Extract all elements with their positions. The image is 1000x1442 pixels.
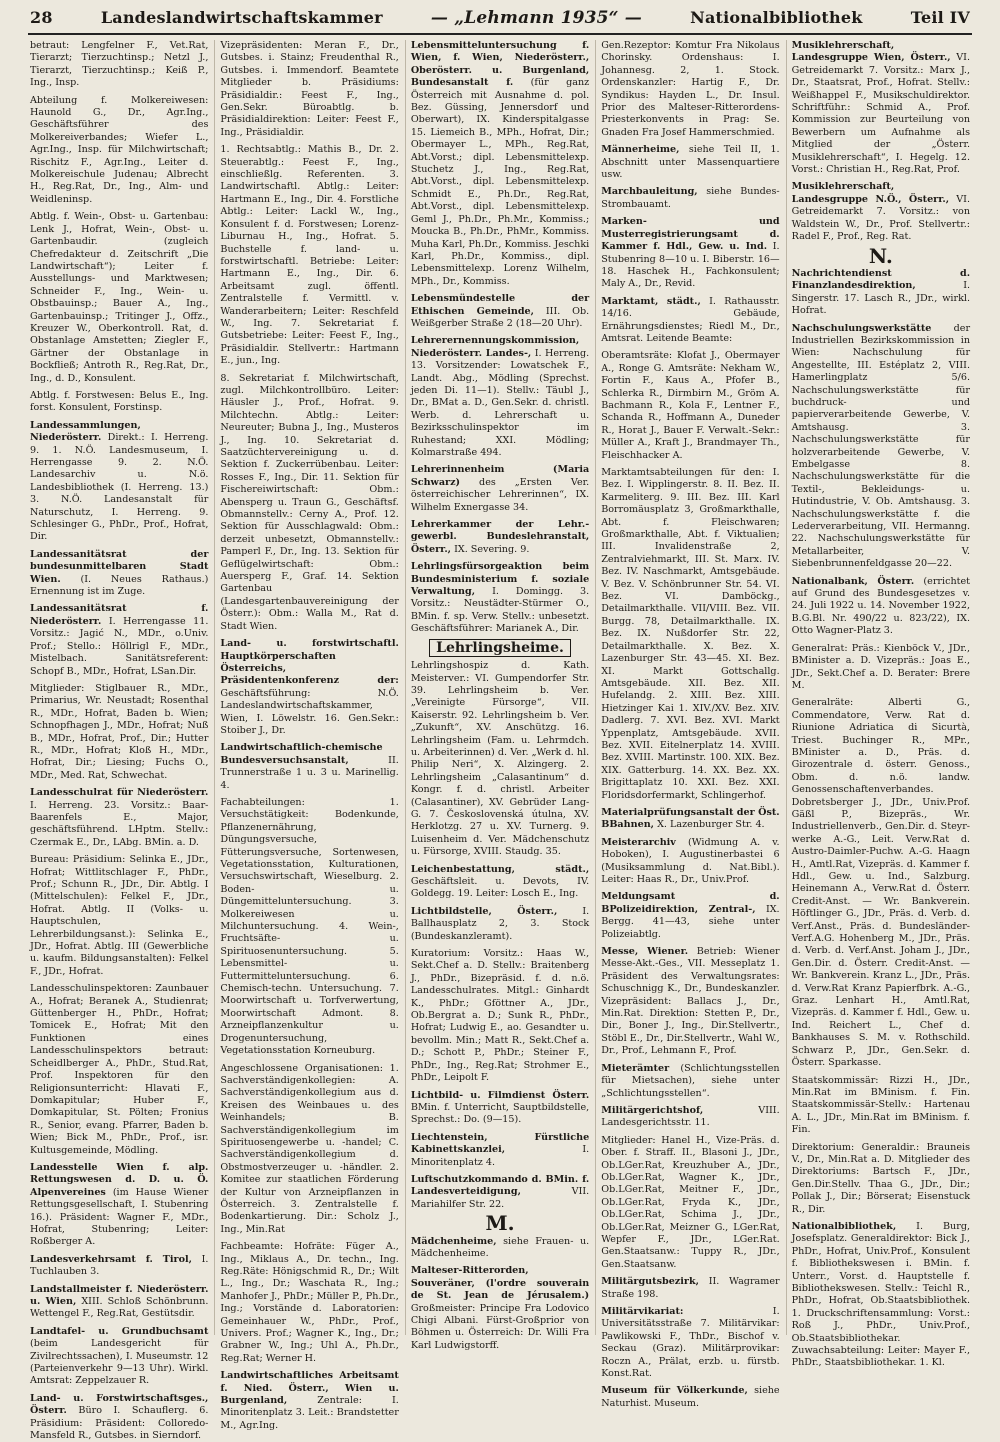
entry-heading: Marchbauleitung,: [601, 186, 698, 198]
entry-text: VII. Mariahilfer Str. 22.: [410, 1186, 590, 1210]
entry-text: X. Lazenburger Str. 4.: [657, 819, 765, 831]
column-3: [405, 40, 590, 1351]
directory-entry: [792, 40, 970, 176]
entry-text: I. Tuchlauben 3.: [30, 1253, 209, 1278]
directory-entry: [601, 296, 779, 346]
text-columns: [30, 40, 971, 1442]
entry-text: BMin. f. Unterricht, Sauptbildstelle, Sprechst.: Do. (9—15).: [410, 1101, 590, 1126]
entry-text: Bureau: Präsidium: Selinka E., JDr., Hofrat; Wittlitschlager F., PhDr., Prof.; Schunn R., JDr., Dir. Abtlg. I (Mittelschulen): Felkel F., JDr., Hofrat. Abtlg. II (Volks- u. Hauptschulen, Lehrerbildungsanst.): Selinka E., JDr., Hofrat. Abtlg. III (Gewerbliche u. kaufm. Bildungsanstalten): Felkel F., JDr., Hofrat.: [30, 854, 209, 977]
directory-entry: [601, 891, 779, 941]
column-2: [214, 40, 399, 1431]
directory-entry: [30, 211, 208, 385]
directory-entry: [411, 948, 589, 1084]
entry-heading: Marktamt, städt.,: [601, 295, 701, 307]
entry-text: I. Herreng. 13. Vorsitzender: Lowatschek F., Landt. Abg., Mödling (Sprechst. jeden Di. 11—1). Stellv.: Täubl J., Dr., BMat a. D., Gen.Sekr. d. christl. Werb. d. Lehrerschaft u. Bezirksschulinspektor im Ruhestand; XXI. Mödling; Kolmarstraße 494.: [410, 347, 590, 458]
entry-heading: Musiklehrerschaft, Landesgruppe N.Ö., Österr.,: [791, 181, 950, 205]
entry-text: I. Stubenring 8—10 u. I. Biberstr. 16—18. Haschek H., Fachkonsulent; Maly A., Dr., Revid.: [601, 241, 780, 290]
directory-entry: [601, 1306, 779, 1380]
directory-entry: [411, 293, 589, 330]
entry-text: siehe Bundes-Strombauamt.: [601, 186, 780, 210]
entry-text: Angeschlossene Organisationen: 1. Sachverständigenkollegien: A. Sachverständigenkollegium aus d. Kreisen des Weinbaues u. des Weinhandels; B. Sachverständigenkollegium im Spirituosengewerbe u. -handel; C. Sachverständigenkollegium d. Obstmostverzeuger u. -händler. 2. Komitee zur staatlichen Förderung der Kultur von Arzneipflanzen in Österreich. 3. Zentralstelle f. Bodenkartierung. Dir.: Scholz J., Ing., Min.Rat: [220, 1062, 399, 1235]
entry-text: Betrieb: Wiener Messe-Akt.-Ges., VII. Messeplatz 1. Präsident des Verwaltungsrates: Schuschnigg K., Dr., Bundeskanzler. Vizepräsident: Ballacs J., Dr., Min.Rat. Direktion: Stetten P., Dr., Dir., Boner J., Ing., Dir.Stellvertr., Stöbl E., Dr., Dir.Stellvertr., Wahl W., Dr., Prof., Lehmann F., Prof.: [601, 946, 780, 1057]
directory-entry: [601, 1063, 779, 1100]
directory-entry: [601, 1276, 779, 1301]
entry-text: VI. Getreidemarkt 7. Vorsitz.: Marx J., Dr., Staatsrat, Prof., Hofrat. Stellv.: Weißhappel F., Musikschuldirektor. Schriftführ.: Schmid A., Prof. Kommission zur Beurteilung von Bewerbern um Aufnahme als Mitglied der „Österr. Musiklehrerschaft“, I. Hegelg. 12. Vorst.: Christian H., Reg.Rat, Prof.: [791, 52, 971, 176]
directory-entry: [601, 40, 779, 139]
entry-text: Büro I. Schauflerg. 6. Präsidium: Präsident: Colloredo-Mansfeld R., Gutsbes. in Sierndorf.: [30, 1405, 209, 1442]
entry-text: XIII. Schloß Schönbrunn. Wettengel F., Reg.Rat, Gestütsdir.: [30, 1296, 209, 1320]
directory-entry: [792, 1075, 970, 1137]
entry-heading: Lehrerernennungskommission, Niederösterr. Landes-,: [410, 335, 580, 359]
entry-heading: Lehrerkammer der Lehr.-gewerbl. Bundeslehranstalt, Österr.,: [410, 519, 590, 555]
running-title-right: Nationalbibliothek: [690, 8, 863, 27]
directory-entry: [601, 1135, 779, 1271]
entry-heading: Liechtenstein, Fürstliche Kabinettskanzlei,: [410, 1131, 590, 1156]
entry-text: I. Rathausstr. 14/16. Gebäude, Ernährungsdienstes; Riedl M., Dr., Amtsrat. Leitende Beamte:: [601, 295, 780, 344]
directory-entry: [792, 643, 970, 693]
part-label: Teil IV: [910, 8, 970, 27]
entry-heading: Land- u. forstwirtschaftl. Hauptkörperschaften Österreichs, Präsidentenkonferenz der:: [220, 638, 399, 687]
entry-heading: Militärgerichtshof,: [601, 1104, 704, 1116]
entry-text: (beim Landesgericht für Zivilrechtssachen), I. Museumstr. 12 (Parteienverkehr 9—13 Uhr). Wirkl. Amtsrat: Zeppelzauer R.: [30, 1338, 209, 1387]
entry-text: (im Hause Wiener Rettungsgesellschaft, I. Stubenring 16.). Präsident: Wagner F., MDr., Hofrat, Stubenring; Leiter: Roßberger A.: [30, 1186, 209, 1248]
entry-heading: Leichenbestattung, städt.,: [410, 863, 590, 875]
entry-heading: Landstallmeister f. Niederösterr. u. Wien,: [30, 1283, 209, 1307]
running-title-left: Landeslandwirtschaftskammer: [100, 8, 383, 27]
entry-text: (errichtet auf Grund des Bundesgesetzes v. 24. Juli 1922 u. 14. November 1922, B.G.Bl. Nr. 490/22 u. 823/22), IX. Otto Wagner-Platz 3.: [791, 575, 971, 637]
entry-heading: Marken- und Musterregistrierungsamt d. Kammer f. Hdl., Gew. u. Ind.: [601, 216, 780, 253]
entry-text: Mitglieder: Stiglbauer R., MDr., Primarius, Wr. Neustadt; Rosenthal R., MDr., Hofrat, Baden b. Wien; Schnopfhagen J., MDr., Hofrat; Nuß B., MDr., Hofrat, Prof., Dir.; Hutter R., MDr., Hofrat; Kloß H., MDr., Hofrat, Dir.; Liesing; Fuchs O., MDr., Med. Rat, Schwechat.: [30, 682, 209, 781]
entry-heading: Landtafel- u. Grundbuchsamt: [30, 1325, 209, 1337]
directory-entry: [220, 1063, 398, 1237]
entry-heading: Militärvikariat:: [601, 1306, 684, 1317]
entry-text: Geschäftsführung: N.Ö. Landeslandwirtschaftskammer, Wien, I. Löwelstr. 16. Gen.Sekr.: Stoiber J., Dr.: [220, 687, 399, 736]
entry-text: Landesschulinspektoren: Zaunbauer A., Hofrat; Beranek A., Studienrat; Güttenberger H., PhDr., Hofrat; Tomicek E., Hofrat; Mit den Funktionen eines Landesschulinspektors betraut: Scheidlberger A., PhDr., Stud.Rat, Prof. Inspektoren für den Religionsunterricht: Hlavati F., Domkapitular; Huber F., Domkapitular, St. Pölten; Fronius R., Senior, evang. Pfarrer, Baden b. Wien; Bick M., PhDr., Prof., isr. Kultusgemeinde, Mödling.: [30, 983, 209, 1156]
entry-text: VI. Getreidemarkt 7. Vorsitz.: von Waldstein W., Dr., Prof. Stellvertr.: Radel F., Prof., Reg. Rat.: [791, 193, 971, 243]
entry-text: I. Herrengasse 11. Vorsitz.: Jagić N., MDr., o.Univ. Prof.; Stello.: Höllrigl F., MDr., Mistelbach. Sanitätsreferent: Schopf B., MDr., Hofrat, LSan.Dir.: [30, 615, 209, 677]
entry-heading: Mädchenheime,: [410, 1235, 497, 1247]
column-4: [595, 40, 780, 1409]
entry-heading: Landesverkehrsamt f. Tirol,: [30, 1253, 192, 1265]
directory-entry: [411, 864, 589, 901]
entry-text: Direkt.: I. Herreng. 9. 1. N.Ö. Landesmuseum, I. Herrengasse 9. 2. N.Ö. Landesarchiv u. N.ö. Landesbibliothek (I. Herreng. 13.) 3. N.Ö. Landesanstalt für Naturschutz, I. Herreng. 9. Schlesinger G., PhDr., Prof., Hofrat, Dir.: [30, 432, 209, 543]
directory-entry: [792, 1221, 970, 1370]
directory-entry: [411, 40, 589, 288]
entry-text: Abtlg. f. Wein-, Obst- u. Gartenbau: Lenk J., Hofrat, Wein-, Obst- u. Gartenbaudir. (zugleich Chefredakteur d. Zeitschrift „Die Landwirtschaft“); Leiter f. Ausstellungs- und Marktwesen; Schneider F., Ing., Wein- u. Obstbauinsp.; Bauer A., Ing., Gartenbauinsp.; Tritinger J., Offz., Kreuzer W., Oberkontroll. Rat, d. Obstanlage Amstetten; Ziegler F., Gärtner der Obstanlage in Bockfließ; Antroth R., Reg.Rat, Dr., Ing., d. D., Konsulent.: [30, 211, 209, 384]
entry-heading: Landessanitätsrat f. Niederösterr.: [30, 603, 209, 627]
directory-entry: [30, 390, 208, 415]
entry-heading: Meldungsamt d. BPolizeidirektion, Zentral-,: [601, 891, 780, 915]
entry-text: der Industriellen Bezirkskommission in Wien: Nachschulung für Angestellte, III. Estéplatz 2, VIII. Hamerlingplatz 5/6. Nachschulungswerkstätte für buchdruck- und papierverarbeitende Gewerbe, V. Amtshausg. 3. Nachschulungswerkstätte für holzverarbeitende Gewerbe, V. Embelgasse 8. Nachschulungswerkstätte für die Textil-, Bekleidungs- u. Hutindustrie, V. Ob. Amtshausg. 3. Nachschulungswerkstätte f. die Lederverarbeitung, VII. Hermanng. 22. Nachschulungswerkstätte für Metallarbeiter, V. Siebenbrunnenfeldgasse 20—22.: [791, 322, 971, 570]
entry-text: I. Minoritenplatz 4.: [410, 1144, 590, 1168]
header-rule: [28, 33, 972, 35]
directory-entry: [601, 837, 779, 887]
directory-entry: [220, 638, 398, 737]
directory-entry: [411, 660, 589, 859]
directory-entry: [30, 95, 208, 207]
entry-heading: Nachschulungswerkstätte: [791, 322, 932, 334]
entry-text: (Schlichtungsstellen für Mietsachen), siehe unter „Schlichtungsstellen“.: [601, 1062, 780, 1099]
entry-text: I. Ballhausplatz 2, 3. Stock (Bundeskanzleramt).: [410, 905, 590, 942]
entry-heading: Landesstelle Wien f. alp. Rettungswesen d. D. u. Ö. Alpenvereines: [30, 1161, 209, 1198]
directory-entry: [30, 40, 208, 90]
entry-text: siehe Teil II, 1. Abschnitt unter Massenquartiere usw.: [601, 144, 780, 181]
directory-entry: [601, 144, 779, 181]
directory-entry: [30, 983, 208, 1157]
directory-entry: [601, 946, 779, 1058]
directory-entry: [411, 906, 589, 943]
entry-text: Fachabteilungen: 1. Versuchstätigkeit: Bodenkunde, Pflanzenernährung, Düngungsversuche, Fütterungsversuche, Sortenwesen, Vegetationsstation, Kulturationen, Versuchswirtschaft, Wieselburg. 2. Boden- u. Düngemitteluntersuchung. 3. Molkereiwesen u. Milchuntersuchung. 4. Wein-, Fruchtsäfte- u. Spirituosenuntersuchung. 5. Lebensmittel- u. Futtermitteluntersuchung. 6. Chemisch-techn. Untersuchung. 7. Moorwirtschaft u. Torfverwertung, Moorwirtschaft Admont. 8. Arzneipflanzenkultur u. Drogenuntersuchung, Vegetationsstation Korneuburg.: [220, 796, 399, 1057]
entry-text: Marktamtsabteilungen für den: I. Bez. I. Wipplingerstr. 8. II. Bez. II. Karmeliterg. 9. III. Bez. III. Karl Borromäusplatz 3, Großmarkthalle, Abt. f. Fleischwaren; Großmarkthalle, Abt. f. Viktualien; III. Invalidenstraße 2, Zentralviehmarkt, III. St. Marx. IV. Bez. IV. Naschmarkt, Amtsgebäude. V. Bez. V. Schönbrunner Str. 54. VI. Bez. VI. Damböckg., Detailmarkthalle. VII/VIII. Bez. VII. Burgg. 78, Detailmarkthalle. IX. Bez. IX. Nußdorfer Str. 22, Detailmarkthalle. X. Bez. X. Lazenburger Str. 43—45. XI. Bez. XI. Markt Gottschallg. Amtsgebäude. XII. Bez. XII. Hufelandg. 2. XIII. Bez. XIII. Hietzinger Kai 1. XIV./XV. Bez. XIV. Dadlerg. 7. XVI. Bez. XVI. Markt Yppenplatz, Amtsgebäude. XVII. Bez. XVII. Eitelnerplatz 14. XVIII. Bez. XVIII. Martinstr. 100. XIX. Bez. XIX. Gatterburg. 14. XX. Bez. XX. Brigittaplatz 10. XXI. Bez. XXI. Floridsdorfermarkt, Schlingerhof.: [601, 467, 780, 801]
directory-entry: [220, 40, 398, 139]
directory-entry: [411, 1174, 589, 1211]
entry-text: II. Trunnerstraße 1 u. 3 u. Marinellig. 4.: [220, 754, 399, 791]
directory-entry: [601, 807, 779, 832]
directory-entry: [411, 561, 589, 635]
directory-entry: [30, 1162, 208, 1249]
entry-text: betraut: Lengfelner F., Vet.Rat, Tierarzt; Tierzuchtinsp.; Netzl J., Tierarzt, Tierzuchtinsp.; Keiß P., Ing., Insp.: [30, 40, 209, 89]
entry-heading: Militärgutsbezirk,: [601, 1276, 699, 1288]
alphabet-letter-heading: M.: [485, 1211, 515, 1236]
entry-text: Mitglieder: Hanel H., Vize-Präs. d. Ober. f. Straff. II., Blasoni J., JDr., Ob.LGer.Rat, Kreuzhuber A., JDr., Ob.LGer.Rat, Wagner K., JDr., Ob.LGer.Rat, Meitner F., JDr., Ob.LGer.Rat, Fryda K., JDr., Ob.LGer.Rat, Schima J., JDr., Ob.LGer.Rat, Meizner G., LGer.Rat, Wepfer F., JDr., LGer.Rat. Gen.Staatsanw.: Tuppy R., JDr., Gen.Staatsanw.: [601, 1134, 780, 1270]
entry-text: 1. Rechtsabtlg.: Mathis B., Dr. 2. Steuerabtlg.: Feest F., Ing., einschließlg. Referenten. 3. Landwirtschaftl. Abtlg.: Leiter: Hartmann E., Ing., Dir. 4. Forstliche Abtlg.: Leiter: Lackl W., Ing., Konsulent f. d. Forstwesen; Lorenz-Liburnau H., Ing., Hofrat. 5. Buchstelle f. land- u. forstwirtschaftl. Betriebe: Leiter: Hartmann E., Ing., Dir. 6. Arbeitsamt zugl. öffentl. Zentralstelle f. Vermittl. v. Wanderarbeitern; Leiter: Reschfeld W., Ing. 7. Sekretariat f. Gutsbetriebe: Leiter: Feest F., Ing., Präsidialdir. Stellvertr.: Hartmann E., jun., Ing.: [220, 144, 399, 367]
entry-heading: Landessammlungen, Niederösterr.: [30, 419, 141, 444]
directory-entry: [30, 1393, 208, 1442]
directory-entry: [601, 216, 779, 290]
entry-text: Abteilung f. Molkereiwesen: Haunold G., Dr., Agr.Ing., Geschäftsführer des Molkereiverbandes; Wiefer L., Agr.Ing., Insp. für Milchwirtschaft; Rischitz F., Agr.Ing., Leiter d. Molkereischule Judenau; Albrecht H., Reg.Rat, Dr., Ing., Alm- und Weidleninsp.: [30, 94, 209, 205]
entry-heading: Lebensmündestelle der Ethischen Gemeinde,: [410, 293, 590, 317]
directory-entry: [30, 1254, 208, 1279]
entry-text: VIII. Landesgerichtsstr. 11.: [601, 1104, 780, 1129]
directory-entry: [411, 464, 589, 514]
entry-text: des „Ersten Ver. österreichischer Lehrerinnen“, IX. Wilhelm Exnergasse 34.: [410, 476, 590, 513]
directory-entry: [220, 1370, 398, 1432]
directory-entry: [411, 519, 589, 556]
entry-text: IX. Severing. 9.: [454, 543, 530, 555]
directory-entry: [30, 603, 208, 677]
entry-heading: Luftschutzkommando d. BMin. f. Landesverteidigung,: [410, 1173, 590, 1198]
entry-text: Zentrale: I. Minoritenplatz 3. Leit.: Brandstetter M., Agr.Ing.: [220, 1395, 399, 1431]
entry-heading: Landesschulrat für Niederösterr.: [30, 787, 209, 799]
entry-text: Kuratorium: Vorsitz.: Haas W., Sekt.Chef a. D. Stellv.: Braitenberg J., PhDr., Bizepräsid. f. d. n.ö. Landesschulrates. Mitgl.: Ginhardt K., PhDr.; Gföttner A., JDr., Ob.Bergrat a. D.; Sunk R., PhDr., Hofrat; Ludwig E., ao. Gesandter u. bevollm. Min.; Matt R., Sekt.Chef a. D.; Schott P., PhDr.; Steiner F., PhDr., Ing., Reg.Rat; Strohmer E., PhDr., Leipolt F.: [410, 948, 590, 1084]
entry-text: I. Singerstr. 17. Lasch R., JDr., wirkl. Hofrat.: [791, 280, 971, 317]
entry-heading: Lehrerinnenheim (Maria Schwarz): [410, 464, 590, 488]
entry-heading: Landwirtschaftliches Arbeitsamt f. Nied. Österr., Wien u. Burgenland,: [220, 1370, 399, 1407]
directory-entry: [220, 144, 398, 367]
entry-text: Geschäftsleit. u. Devots, IV. Goldegg. 19. Leiter: Losch E., Ing.: [410, 876, 590, 900]
entry-text: Vizepräsidenten: Meran F., Dr., Gutsbes. i. Stainz; Freudenthal R., Gutsbes. i. Immendorf. Beamtete Mitglieder b. Präsidiums: Präsidialdir.: Feest F., Ing., Gen.Sekr. Büroabtlg. b. Präsidialdirektion: Leiter: Feest F., Ing., Präsidialdir.: [220, 40, 399, 138]
entry-text: (Widmung A. v. Hoboken), I. Augustinerbastei 6 (Musiksammlung d. Nat.Bibl.). Leiter: Haas R., Dr., Univ.Prof.: [601, 836, 780, 885]
entry-heading: Materialprüfungsanstalt der Öst. BBahnen,: [601, 806, 780, 831]
directory-entry: [411, 1265, 589, 1352]
running-title-center: — „Lehmann 1935“ —: [430, 8, 642, 28]
entry-heading: Malteser-Ritterorden, Souveräner, (l'ordre souverain de St. Jean de Jérusalem.): [410, 1265, 590, 1302]
directory-entry: [601, 1105, 779, 1130]
entry-text: Generalrat: Präs.: Kienböck V., JDr., BMinister a. D. Vizepräs.: Joas E., JDr., Sekt.Chef a. D. Berater: Brere M.: [791, 642, 971, 691]
entry-text: Staatskommissär: Rizzi H., JDr., Min.Rat im BMinism. f. Fin. Staatskommissär-Stellv.: Hartenau A. L., JDr., Min.Rat im BMinism. f. Fin.: [791, 1074, 971, 1136]
directory-entry: [30, 683, 208, 782]
entry-text: IX. Bergg. 41—43, siehe unter Polizeiabtlg.: [601, 903, 780, 940]
entry-heading: Nationalbibliothek,: [791, 1220, 897, 1232]
directory-entry: [220, 373, 398, 634]
directory-entry: [411, 1132, 589, 1169]
entry-text: Direktorium: Generaldir.: Brauneis V., Dr., Min.Rat a. D. Mitglieder des Direktoriums: Bartsch F., JDr., Gen.Dir.Stellv. Thaa G., JDr., Dir.; Pollak J., Dir.; Börserat; Eisenstuck R., Dir.: [791, 1141, 971, 1215]
entry-text: 8. Sekretariat f. Milchwirtschaft, zugl. Milchkontrollbüro. Leiter: Häusler J., Prof., Hofrat. 9. Milchtechn. Abtlg.: Leiter: Neureuter; Bubna J., Ing., Musteros J., Ing. 10. Sekretariat d. Saatzüchtervereinigung u. d. Sektion f. Zuckerrübenbau. Leiter: Rosses F., Ing., Dir. 11. Sektion für Fischereiwirtschaft: Obm.: Abensperg u. Traun G., Geschäftsf. Obmannstellv.: Cerny A., Prof. 12. Sektion für Ausschlagwald: Obm.: derzeit unbesetzt, Obmannstellv.: Pamperl F., Dr., Ing. 13. Sektion für Geflügelwirtschaft: Obm.: Auersperg F., Graf. 14. Sektion Gartenbau (Landesgartenbauvereinigung der Österr.): Obm.: Walla M., Rat d. Stadt Wien.: [220, 372, 399, 632]
entry-heading: Nationalbank, Österr.: [791, 575, 915, 587]
entry-heading: Landessanitätsrat der bundesunmittelbaren Stadt Wien.: [30, 548, 209, 585]
directory-entry: [792, 268, 970, 318]
entry-text: I. Herreng. 23. Vorsitz.: Baar-Baarenfels E., Major, geschäftsführend. LHptm. Stellv.: Czermak E., Dr., LAbg. BMin. a. D.: [30, 799, 209, 848]
entry-text: Oberamtsräte: Klofat J., Obermayer A., Ronge G. Amtsräte: Nekham W., Fortin F., Kaus A., Pfofer B., Schlerka R., Dirmbirn M., Gröm A. Bachmann R., Kola F., Lentner F., Schanda R., Hoffmann A., Duneder R., Horat J., Bauer F. Verwalt.-Sekr.: Müller A., Kraft J., Brandmayer Th., Fleischhacker A.: [601, 350, 780, 461]
directory-entry: [601, 186, 779, 211]
page-header: [30, 8, 970, 30]
entry-text: Abtlg. f. Forstwesen: Belus E., Ing. forst. Konsulent, Forstinsp.: [30, 389, 209, 414]
entry-text: Gen.Rezeptor: Komtur Fra Nikolaus Chorinsky. Ordenshaus: I. Johannesg. 2, 1. Stock. Ordenskanzler: Hartig F., Dr. Syndikus: Hayden L., Dr. Insul. Prior des Malteser-Ritterordens-Priesterkonvents in Prag: Se. Gnaden Fra Josef Hammerschmied.: [601, 40, 780, 138]
directory-entry: [601, 1385, 779, 1410]
entry-text: III. Ob. Weißgerber Straße 2 (18—20 Uhr).: [410, 305, 590, 329]
page-number: 28: [30, 8, 53, 27]
entry-text: Generalräte: Alberti G., Commendatore, Verw. Rat d. Riunione Adriatica di Sicurtà, Triest. Buchinger R., MPr., BMinister a. D., Präs. d. Girozentrale d. österr. Genoss., Obm. d. n.ö. landw. Genossenschaftenverbandes. Dobretsberger J., JDr., Univ.Prof. Gäßl P., Bizepräs., Wr. Industriellenverb., Gen.Dir. d. Steyr-werke A.-G., Leit. Verw.Rat d. Austro-Daimler-Puchw. A.-G. Haagn H., Amtl.Rat, Vizepräs. d. Kammer f. Hdl., Gew. u. Ind., Salzburg. Heinemann A., Verw.Rat d. Österr. Credit-Anst. — Wr. Bankverein. Höftlinger G., JDr., Präs. d. Verb. d. Verf.Anst., Präs. d. Bundesländer-Verf.A.G. Hohenberg M., JDr., Präs. d. Verb. d. Verf.Anst. Joham J., JDr., Gen.Dir. d. Österr. Credit-Anst. — Wr. Bankverein. Kranz L., JDr., Präs. d. Verw.Rat Kranz Papierfbrk. A.-G., Graz. Lenhart H., Amtl.Rat, Vizepräs. d. Kammer f. Hdl., Gew. u. Ind. Reichert L., Chef d. Bankhauses S. M. v. Rothschild. Schwarz P., JDr., Gen.Sekr. d. Österr. Sparkasse.: [791, 697, 971, 1069]
entry-heading: Nachrichtendienst d. Finanzlandesdirektion,: [791, 267, 971, 292]
entry-heading: Land- u. Forstwirtschaftsges., Österr.: [30, 1392, 209, 1417]
directory-entry: [220, 797, 398, 1058]
entry-heading: Lichtbildstelle, Österr.,: [410, 905, 558, 917]
directory-entry: [792, 181, 970, 243]
entry-text: Großmeister: Principe Fra Lodovico Chigi Albani. Fürst-Großprior von Böhmen u. Österreich: Dr. Willi Fra Karl Ludwigstorff.: [410, 1302, 590, 1351]
directory-entry: [30, 1284, 208, 1321]
entry-heading: Lehrlingsfürsorgeaktion beim Bundesministerium f. soziale Verwaltung,: [410, 561, 590, 598]
entry-text: I. Burg, Josefsplatz. Generaldirektor: Bick J., PhDr., Hofrat, Univ.Prof., Konsulent f. Bibliothekswesen i. BMin. f. Unterr., Vorst. d. Hauptstelle f. Bibliothekswesen. Stellv.: Teichl R., PhDr., Hofrat, Ob.Staatsbibliothek. 1. Druckschriftensammlung: Vorst.: Roß J., PhDr., Univ.Prof., Ob.Staatsbibliothekar. Zuwachsabteilung: Leiter: Mayer F., PhDr., Staatsbibliothekar. 1. Kl.: [791, 1220, 971, 1369]
entry-heading: Mieterämter: [601, 1062, 670, 1074]
entry-text: siehe Frauen- u. Mädchenheime.: [410, 1235, 590, 1259]
directory-entry: [30, 1326, 208, 1388]
directory-entry: [792, 576, 970, 638]
directory-entry: [30, 420, 208, 544]
directory-entry: [30, 854, 208, 978]
entry-heading: Museum für Völkerkunde,: [601, 1385, 748, 1397]
section-heading-text: Lehrlingsheime.: [429, 639, 571, 657]
entry-text: (für ganz Österreich mit Ausnahme d. pol. Bez. Güssing, Jennersdorf und Oberwart), IX. Kinderspitalgasse 15. Liemeich B., MPh., Hofrat, Dir.; Obermayer L., MPh., Reg.Rat, Abt.Vorst.; dipl. Lebensmittelexp. Stuchetz J., Ing., Reg.Rat, Abt.Vorst., dipl. Lebensmittelexp. Schmidt E., Ph.Dr., Reg.Rat, Abt.Vorst., dipl. Lebensmittelexp. Geml J., Ph.Dr., Ph.Mr., Kommiss.; Moucka B., Ph.Dr., PhMr., Kommiss. Muha Karl, Ph.Dr., Kommiss. Jeschki Karl, Ph.Dr., Kommiss., dipl. Lebensmittelexp. Lorenz Wilhelm, MPh., Dr., Kommiss.: [410, 77, 590, 287]
column-5: [786, 40, 971, 1369]
directory-entry: [30, 787, 208, 849]
entry-text: I. Domingg. 3. Vorsitz.: Neustädter-Stürmer O., BMin. f. sp. Verw. Stellv.: unbesetzt. Geschäftsführer: Marianek A., Dir.: [410, 586, 590, 635]
entry-heading: Männerheime,: [601, 144, 680, 156]
entry-text: Fachbeamte: Hofräte: Füger A., Ing., Miklaus A., Dr. techn., Ing. Reg.Räte: Hönigschmid R., Dr.; Wilt L., Ing., Dr.; Waschata R., Ing.; Manhofer J., PhDr.; Müller P., Ph.Dr., Ing.; Vorstände d. Laboratorien: Gemeinhauer W., PhDr., Prof., Univers. Prof.; Wagner K., Ing., Dr.; Grabner W., Ing.; Uhl A., Ph.Dr., Reg.Rat; Werner H.: [220, 1241, 399, 1364]
directory-entry: [411, 335, 589, 459]
entry-text: (I. Neues Rathaus.) Ernennung ist im Zuge.: [30, 573, 209, 598]
directory-entry: [792, 1142, 970, 1216]
section-heading: [411, 639, 589, 656]
entry-text: I. Universitätsstraße 7. Militärvikar: Pawlikowski F., ThDr., Bischof v. Seckau (Graz). Militärprovikar: Roczn A., Prälat, erzb. u. fürstb. Konst.Rat.: [601, 1306, 780, 1380]
entry-heading: Lebensmitteluntersuchung f. Wien, f. Wien, Niederösterr., Oberösterr. u. Burgenland, Bundesanstalt f.: [410, 40, 590, 89]
directory-entry: [411, 1236, 589, 1261]
directory-entry: [220, 742, 398, 792]
entry-heading: Musiklehrerschaft, Landesgruppe Wien, Österr.,: [791, 40, 951, 64]
directory-entry: [220, 1241, 398, 1365]
column-1: [30, 40, 209, 1442]
entry-text: Lehrlingshospiz d. Kath. Meisterver.: VI. Gumpendorfer Str. 39. Lehrlingsheim b. Ver. „Vereinigte Fürsorge“, VII. Kaiserstr. 92. Lehrlingsheim b. Ver. „Zukunft“, XV. Anschützg. 16. Lehrlingsheim (Fam. u. Lehrmdch. u. Arbeiterinnen) d. Ver. „Werk d. hl. Philip Neri“, X. Alzingerg. 2. Lehrlingsheim „Calasantinum“ d. Kongr. f. d. christl. Arbeiter (Calasantiner), XV. Gebrüder Lang-G. 7. Československá útulna, XV. Herklotzg. 27 u. XV. Turnerg. 9. Luisenheim d. Ver. Mädchenschutz u. Fürsorge, XVIII. Staudg. 35.: [410, 660, 590, 858]
directory-entry: [601, 350, 779, 462]
directory-entry: [792, 323, 970, 571]
entry-heading: Messe, Wiener.: [601, 946, 689, 958]
directory-entry: [601, 467, 779, 802]
entry-heading: Lichtbild- u. Filmdienst Österr.: [410, 1089, 590, 1101]
entry-text: siehe Naturhist. Museum.: [601, 1385, 780, 1409]
alphabet-letter-heading: N.: [868, 243, 893, 268]
entry-heading: Meisterarchiv: [601, 836, 676, 848]
directory-entry: [30, 549, 208, 599]
directory-entry: [411, 1090, 589, 1127]
directory-entry: [792, 697, 970, 1069]
entry-text: II. Wagramer Straße 198.: [601, 1276, 780, 1300]
entry-heading: Landwirtschaftlich-chemische Bundesversuchsanstalt,: [220, 742, 383, 766]
